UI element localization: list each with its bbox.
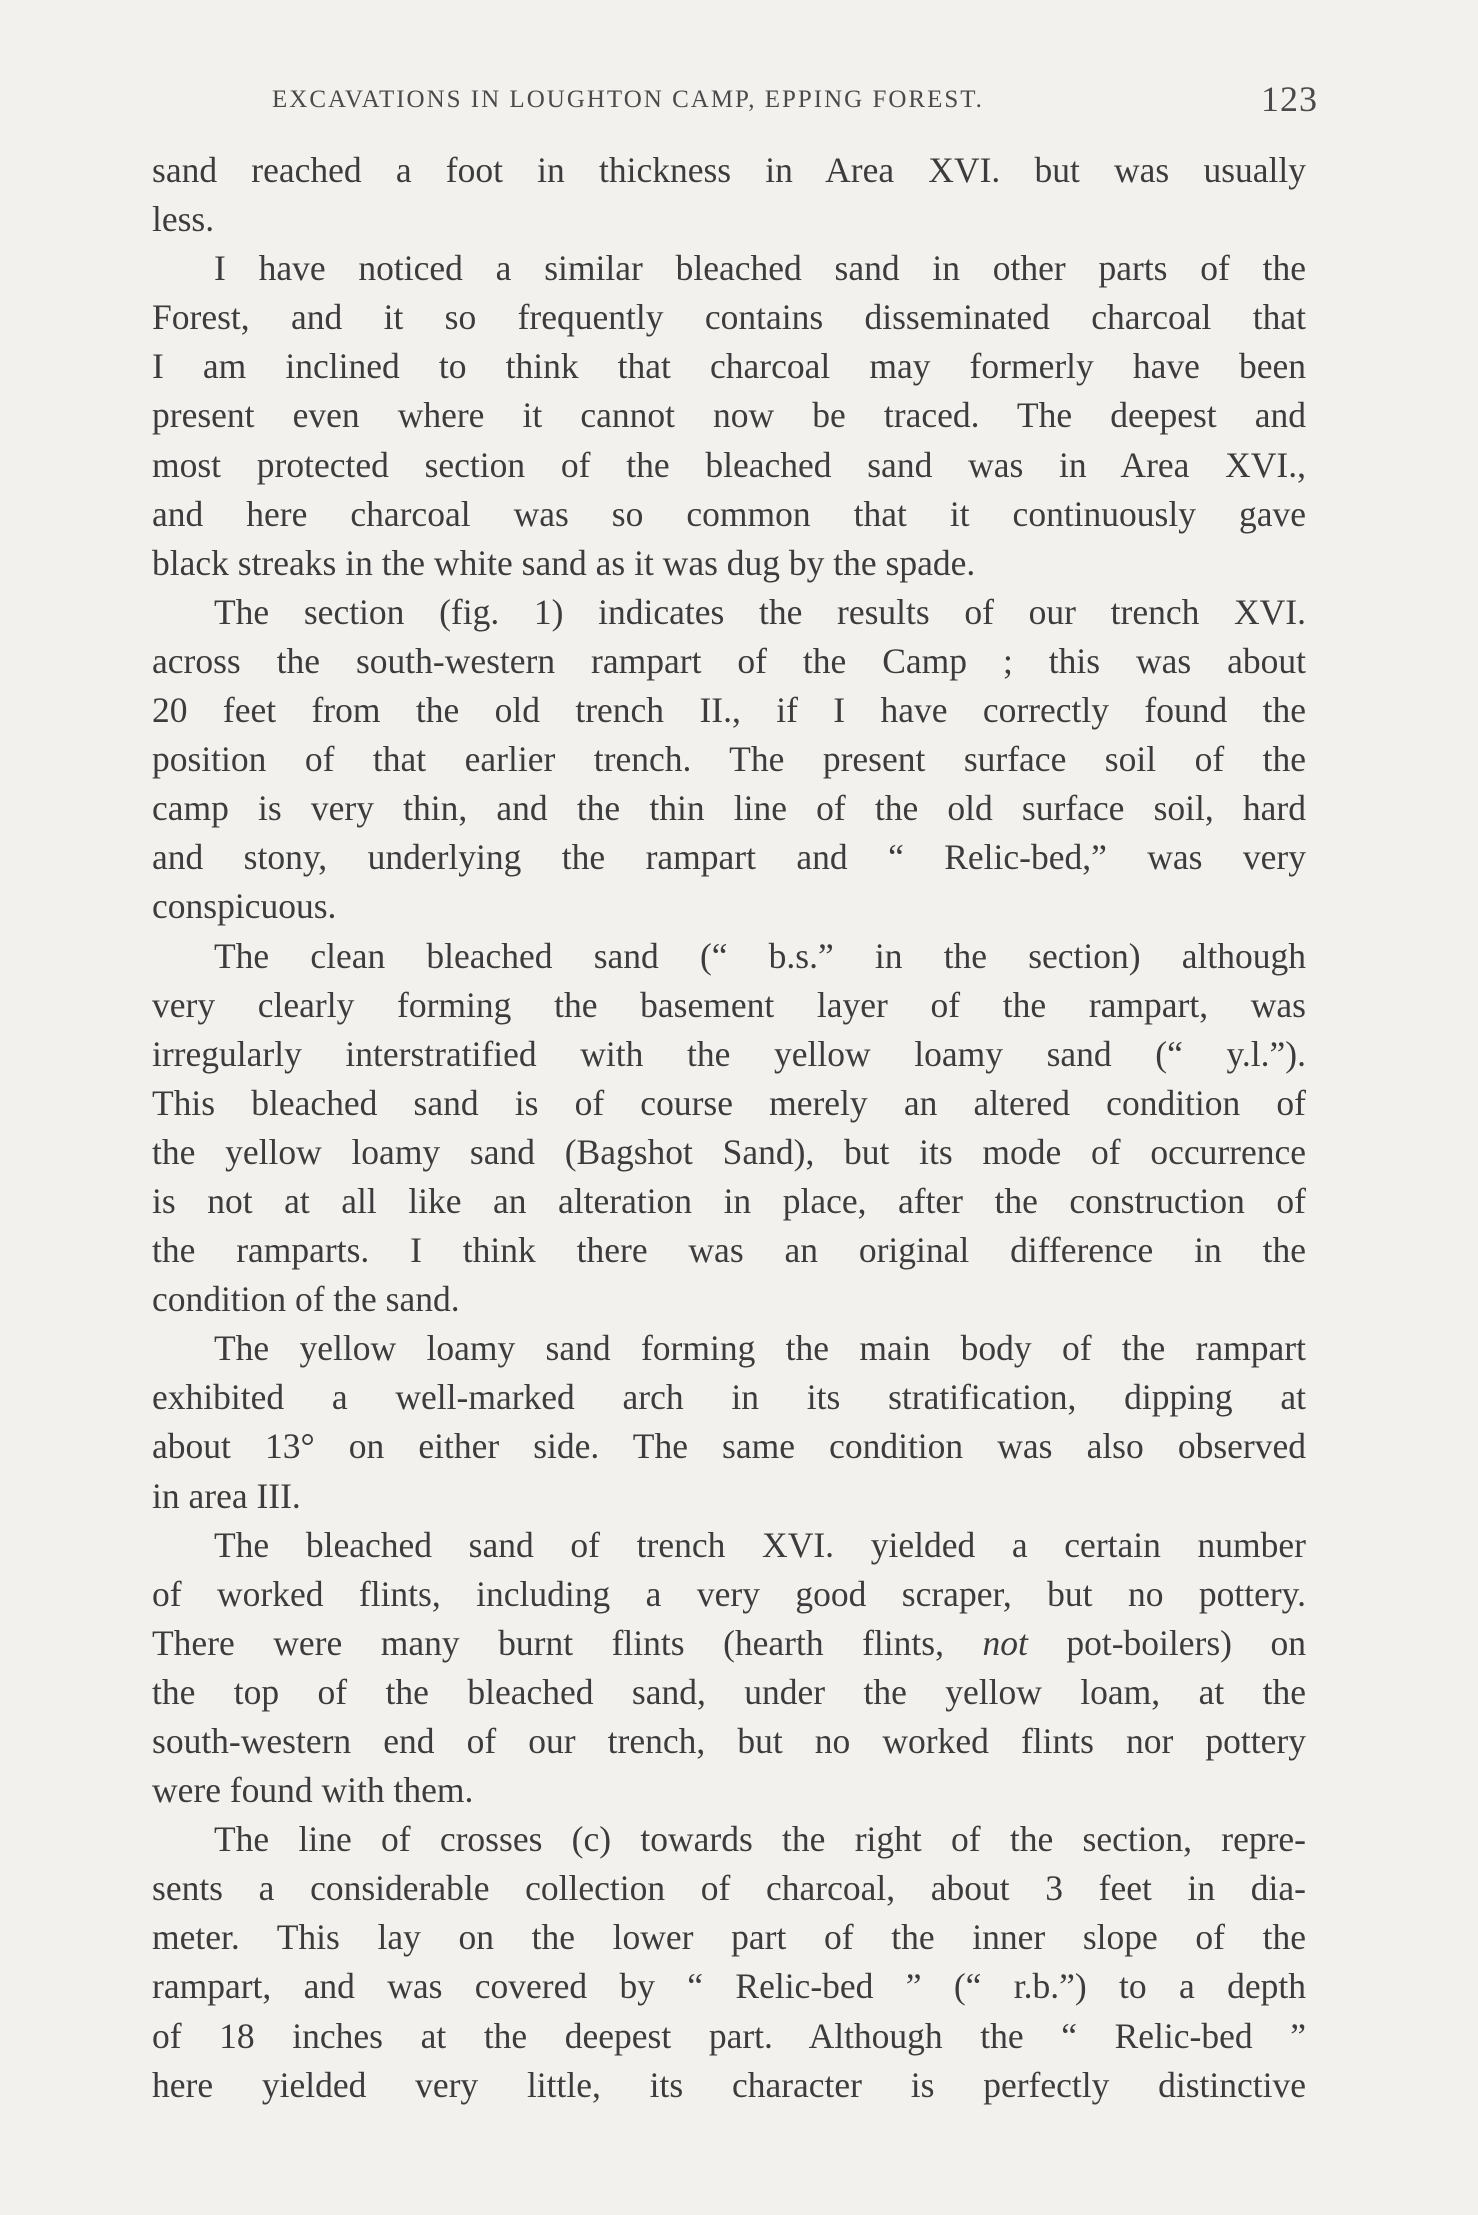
text-line: less. — [152, 199, 215, 240]
text-line: The bleached sand of trench XVI. yielded a certain number — [214, 1524, 1306, 1565]
text-line: most protected section of the bleached sand was in Area XVI., — [152, 444, 1306, 485]
text-line: I am inclined to think that charcoal may formerly have been — [152, 346, 1306, 387]
text-line: the yellow loamy sand (Bagshot Sand), but its mode of occurrence — [152, 1131, 1306, 1172]
text-line: irregularly interstratified with the yellow loamy sand (“ y.l.”). — [152, 1033, 1306, 1074]
text-line: present even where it cannot now be traced. The deepest and — [152, 395, 1306, 436]
text-line: Forest, and it so frequently contains disseminated charcoal that — [152, 297, 1306, 338]
text-line: The line of crosses (c) towards the right of the section, repre- — [214, 1819, 1306, 1860]
text-line: exhibited a well-marked arch in its stratification, dipping at — [152, 1377, 1306, 1418]
paragraph — [152, 1521, 1306, 1816]
text-line: I have noticed a similar bleached sand in other parts of the — [214, 248, 1306, 289]
text-line: across the south-western rampart of the Camp ; this was about — [152, 640, 1306, 681]
text-line: sents a considerable collection of charcoal, about 3 feet in dia- — [152, 1868, 1306, 1909]
paragraph — [152, 588, 1306, 932]
text-line: of 18 inches at the deepest part. Although the “ Relic-bed ” — [152, 2015, 1306, 2056]
text-line: here yielded very little, its character is perfectly distinctive — [152, 2064, 1306, 2105]
paragraph — [152, 1324, 1306, 1520]
text-line: This bleached sand is of course merely an altered condition of — [152, 1082, 1306, 1123]
running-head — [152, 70, 1318, 130]
text-line: The yellow loamy sand forming the main body of the rampart — [214, 1328, 1306, 1369]
text-line: south-western end of our trench, but no worked flints nor pottery — [152, 1721, 1306, 1761]
text-line: The clean bleached sand (“ b.s.” in the section) although — [214, 935, 1306, 976]
text-line: sand reached a foot in thickness in Area XVI. but was usually — [152, 150, 1306, 190]
text-line: is not at all like an alteration in place, after the construction of — [152, 1180, 1306, 1221]
paragraph — [152, 244, 1306, 588]
page-number: 123 — [1261, 79, 1318, 119]
text-line: position of that earlier trench. The present surface soil of the — [152, 739, 1306, 780]
text-line: black streaks in the white sand as it was dug by the spade. — [152, 542, 976, 583]
running-title: EXCAVATIONS IN LOUGHTON CAMP, EPPING FOREST. — [272, 86, 984, 113]
paragraph — [152, 146, 1306, 244]
text-line: There were many burnt flints (hearth flints, not pot-boilers) on — [152, 1622, 1306, 1663]
body-text — [152, 146, 1306, 2110]
text-line: The section (fig. 1) indicates the results of our trench XVI. — [214, 591, 1306, 632]
text-line: were found with them. — [152, 1770, 474, 1811]
text-line: and stony, underlying the rampart and “ Relic-bed,” was very — [152, 837, 1306, 878]
text-line: rampart, and was covered by “ Relic-bed ” (“ r.b.”) to a depth — [152, 1966, 1306, 2007]
text-line: 20 feet from the old trench II., if I have correctly found the — [152, 690, 1306, 731]
text-line: of worked flints, including a very good scraper, but no pottery. — [152, 1573, 1306, 1614]
paragraph — [152, 932, 1306, 1325]
text-line: the top of the bleached sand, under the yellow loam, at the — [152, 1671, 1306, 1712]
paragraph — [152, 1815, 1306, 2110]
text-line: camp is very thin, and the thin line of the old surface soil, hard — [152, 788, 1306, 829]
text-line: the ramparts. I think there was an original difference in the — [152, 1230, 1306, 1271]
text-line: conspicuous. — [152, 886, 337, 927]
text-line: in area III. — [152, 1475, 301, 1516]
text-line: meter. This lay on the lower part of the inner slope of the — [152, 1917, 1306, 1958]
text-line: very clearly forming the basement layer of the rampart, was — [152, 984, 1306, 1025]
text-line: and here charcoal was so common that it continuously gave — [152, 493, 1306, 534]
text-line: condition of the sand. — [152, 1279, 460, 1320]
text-line: about 13° on either side. The same condition was also observed — [152, 1426, 1306, 1467]
